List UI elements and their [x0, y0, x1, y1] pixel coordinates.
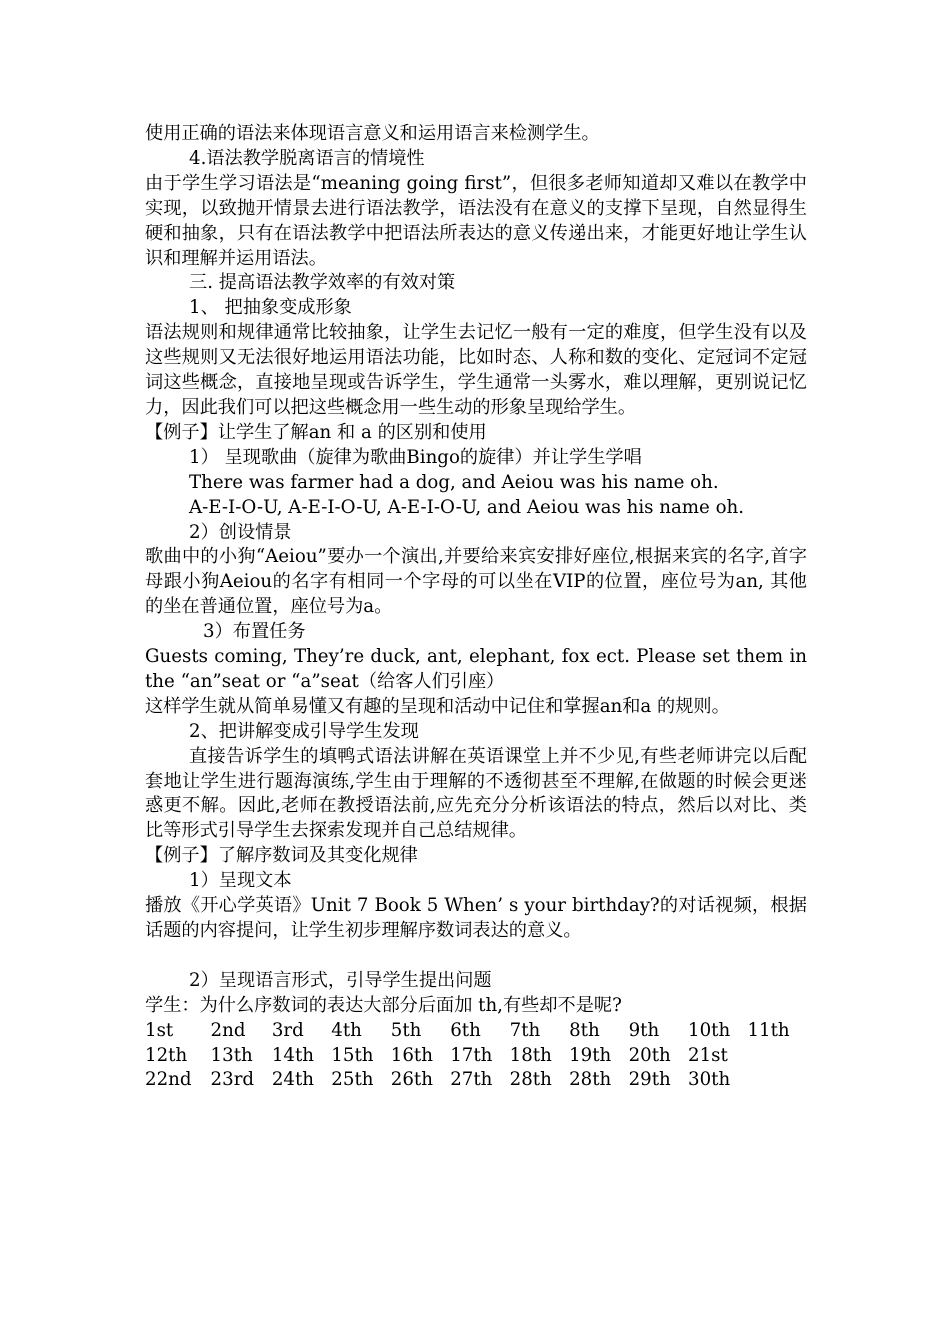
step-heading: 2）呈现语言形式，引导学生提出问题: [189, 969, 492, 991]
ordinal-cell: 7th: [509, 1019, 541, 1041]
section-heading: 4.语法教学脱离语言的情境性: [189, 147, 425, 169]
document-page: [145, 122, 807, 1093]
ordinal-cell: 2nd: [210, 1019, 246, 1041]
ordinal-cell: 6th: [450, 1019, 481, 1041]
ordinal-cell: 19th: [569, 1044, 612, 1066]
ordinal-cell: 30th: [688, 1069, 731, 1091]
ordinal-cell: [747, 1044, 807, 1069]
ordinal-cell: 8th: [569, 1019, 600, 1041]
example-heading: 【例子】让学生了解an 和 a 的区别和使用: [145, 421, 487, 443]
step-heading: 1） 呈现歌曲（旋律为歌曲Bingo的旋律）并让学生学唱: [189, 446, 642, 468]
ordinals-row: [145, 1068, 807, 1093]
ordinal-cell: 16th: [390, 1044, 433, 1066]
paragraph-line: 使用正确的语法来体现语言意义和运用语言来检测学生。: [145, 123, 600, 144]
song-lyric-line: A-E-I-O-U, A-E-I-O-U, A-E-I-O-U, and Aeiou was his name oh.: [189, 496, 745, 518]
ordinal-cell: 23rd: [210, 1069, 255, 1091]
ordinal-cell: 1st: [145, 1019, 174, 1041]
ordinal-cell: 25th: [331, 1069, 374, 1091]
ordinals-row: [145, 1019, 807, 1044]
ordinal-cell: 26th: [390, 1069, 433, 1091]
ordinal-cell: 3rd: [271, 1019, 304, 1041]
paragraph: 由于学生学习语法是“meaning going first”，但很多老师知道却又难以在教学中实现，以致抛开情景去进行语法教学，语法没有在意义的支撑下呈现，自然显得生硬和抽象，只有在语法教学中把语法所表达的意义传递出来，才能更好地让学生认识和理解并运用语法。: [145, 172, 807, 269]
song-lyric-line: There was farmer had a dog, and Aeiou was his name oh.: [189, 471, 719, 493]
ordinal-cell: 27th: [450, 1069, 493, 1091]
step-heading: 3）布置任务: [203, 621, 306, 643]
ordinal-cell: 24th: [271, 1069, 315, 1091]
ordinal-cell: 15th: [331, 1044, 374, 1066]
subsection-heading: 2、把讲解变成引导学生发现: [189, 720, 419, 742]
paragraph: 直接告诉学生的填鸭式语法讲解在英语课堂上并不少见,有些老师讲完以后配套地让学生进行题海演练,学生由于理解的不透彻甚至不理解,在做题的时候会更迷惑更不解。因此,老师在教授语法前,应先充分分析该语法的特点，然后以对比、类比等形式引导学生去探索发现并自己总结规律。: [145, 745, 807, 842]
ordinal-cell: 22nd: [145, 1069, 192, 1091]
ordinal-cell: 29th: [628, 1069, 671, 1091]
step-heading: 1）呈现文本: [189, 870, 292, 892]
ordinal-cell: 18th: [509, 1044, 552, 1066]
paragraph: 歌曲中的小狗“Aeiou”要办一个演出,并要给来宾安排好座位,根据来宾的名字,首字母跟小狗Aeiou的名字有相同一个字母的可以坐在VIP的位置，座位号为an, 其他的坐在普通位置，座位号为a。: [145, 546, 807, 618]
paragraph: 播放《开心学英语》Unit 7 Book 5 When’ s your birthday?的对话视频，根据话题的内容提问，让学生初步理解序数词表达的意义。: [145, 895, 807, 941]
section-heading: 三. 提高语法教学效率的有效对策: [189, 272, 456, 294]
example-heading: 【例子】了解序数词及其变化规律: [145, 845, 418, 867]
ordinal-cell: [747, 1068, 807, 1093]
ordinal-cell: 5th: [390, 1019, 422, 1041]
ordinal-cell: 21st: [688, 1044, 728, 1066]
paragraph-line: 学生：为什么序数词的表达大部分后面加 th,有些却不是呢?: [145, 994, 622, 1016]
ordinals-row: [145, 1044, 807, 1069]
ordinal-cell: 28th: [569, 1069, 612, 1091]
ordinal-cell: 17th: [450, 1044, 493, 1066]
ordinal-cell: 13th: [210, 1044, 253, 1066]
paragraph: 语法规则和规律通常比较抽象，让学生去记忆一般有一定的难度，但学生没有以及这些规则又无法很好地运用语法功能，比如时态、人称和数的变化、定冠词不定冠词这些概念，直接地呈现或告诉学生，学生通常一头雾水，难以理解，更别说记忆力，因此我们可以把这些概念用一些生动的形象呈现给学生。: [145, 322, 807, 418]
subsection-heading: 1、 把抽象变成形象: [189, 297, 352, 319]
ordinal-cell: 20th: [628, 1044, 671, 1066]
ordinal-cell: 12th: [145, 1044, 188, 1066]
ordinal-cell: 9th: [628, 1019, 660, 1041]
paragraph: 这样学生就从简单易懂又有趣的呈现和活动中记住和掌握an和a 的规则。: [145, 695, 730, 717]
step-heading: 2）创设情景: [189, 521, 292, 543]
ordinal-cell: 11th: [747, 1019, 790, 1041]
blank-line: [145, 944, 807, 969]
ordinal-cell: 4th: [331, 1019, 362, 1041]
ordinal-cell: 10th: [688, 1019, 731, 1041]
ordinal-cell: 28th: [509, 1069, 552, 1091]
paragraph: Guests coming, They’re duck, ant, elephant, fox ect. Please set them in the “an”seat or “a”seat（给客人们引座）: [145, 646, 807, 692]
ordinals-table: [145, 1019, 807, 1094]
ordinal-cell: 14th: [271, 1044, 315, 1066]
